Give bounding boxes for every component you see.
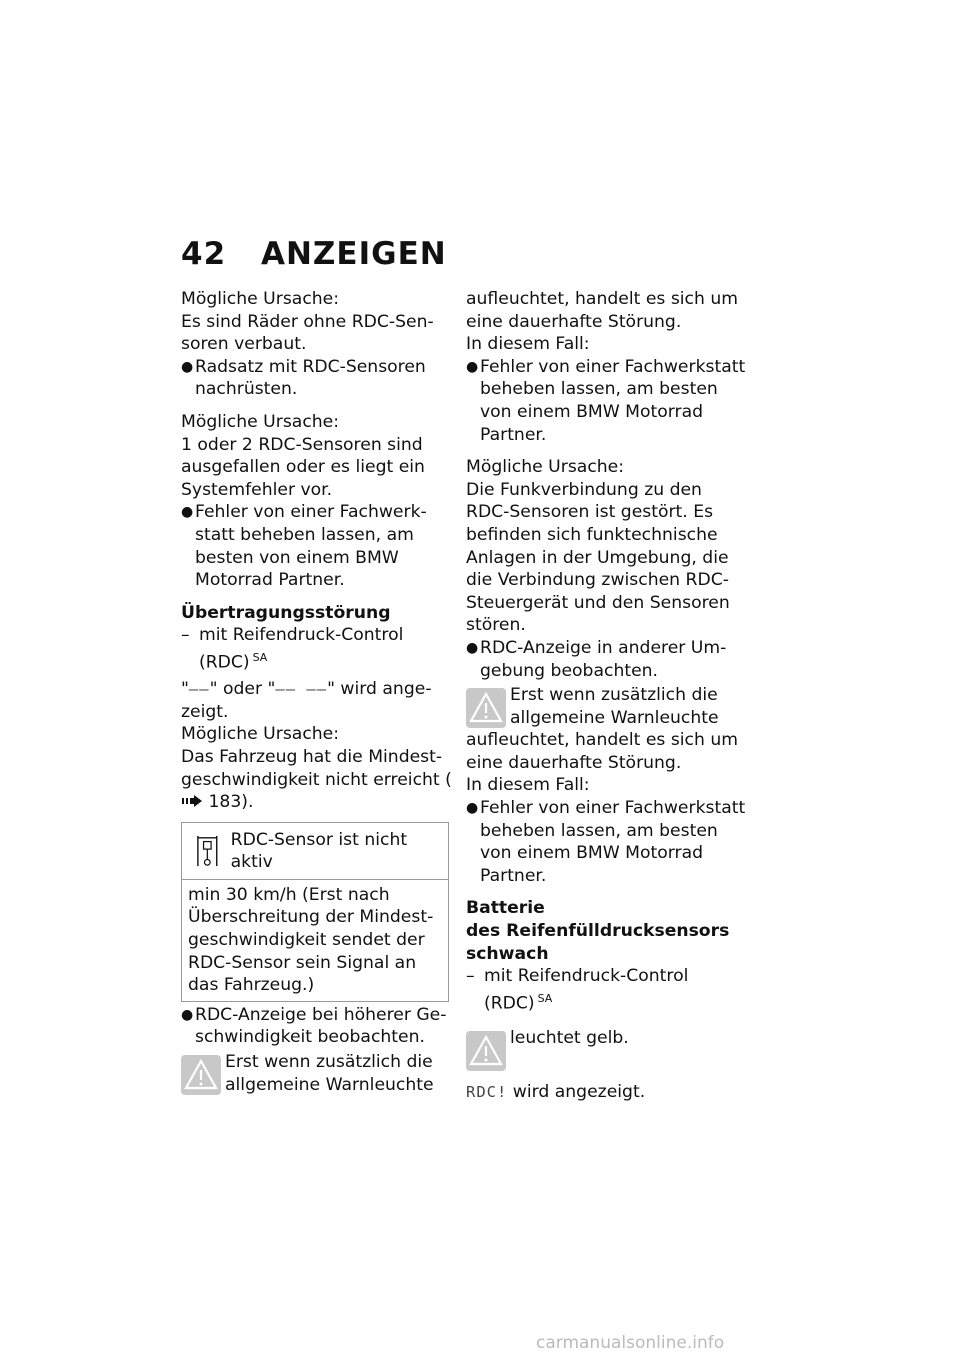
info-box: [181, 822, 449, 1002]
dash-text: mit Reifendruck-Control (RDC): [199, 625, 404, 673]
bullet-icon: ●: [466, 358, 479, 375]
warning-note: [466, 1027, 746, 1071]
bullet-text: Fehler von einer Fachwerkstatt beheben lassen, am besten von einem BMW Motorrad Partner.: [480, 356, 746, 445]
warning-icon: [466, 688, 506, 728]
bullet-icon: ●: [181, 504, 194, 521]
cause-label: Mögliche Ursache:: [181, 724, 340, 745]
display-code: RDC!: [466, 1083, 508, 1102]
dash-text: mit Reifendruck-Control (RDC): [484, 966, 689, 1014]
dash-item: – mit Reifendruck-Control (RDC) $^{SA}$: [181, 625, 404, 673]
display-code: –– ––: [275, 680, 328, 699]
cause-label: Mögliche Ursache:: [181, 289, 340, 309]
warning-icon: [466, 1031, 506, 1071]
section-heading: schwach: [466, 943, 549, 964]
warning-text: Erst wenn zusätzlich die allgemeine Warnleuchte: [510, 685, 719, 728]
bullet-text: RDC-Anzeige bei höherer Geschwindigkeit beobachten.: [195, 1004, 447, 1048]
bullet-item: [181, 356, 453, 401]
bullet-icon: ●: [466, 800, 479, 817]
sa-superscript: SA: [537, 991, 553, 1005]
continued-text: aufleuchtet, handelt es sich um eine dauerhafte Störung.: [466, 289, 738, 332]
case-label: In diesem Fall:: [466, 334, 590, 355]
bullet-item: [181, 1004, 453, 1049]
cause-text: Das Fahrzeug hat die Mindestgeschwindigkeit nicht erreicht ( 183).: [181, 747, 452, 813]
warning-text: Erst wenn zusätzlich die allgemeine Warnleuchte: [225, 1051, 434, 1095]
bullet-text: Fehler von einer Fachwerkstatt beheben lassen, am besten von einem BMW Motorrad Partner.: [195, 502, 427, 591]
warning-text: leuchtet gelb.: [510, 1028, 629, 1049]
tire-sensor-icon: [196, 833, 219, 869]
cause-text: Die Funkverbindung zu den RDC-Sensoren ist gestört. Es befinden sich funktechnische Anlagen in der Umgebung, die die Verbindung zwischen RDC-Steuergerät und den Sensoren stören.: [466, 479, 730, 636]
display-text: "––" oder "–– ––" wird angezeigt.: [181, 679, 432, 722]
bullet-item: [466, 797, 746, 887]
cause-text: 1 oder 2 RDC-Sensoren sind ausgefallen oder es liegt ein Systemfehler vor.: [181, 434, 425, 500]
info-box-header: [182, 823, 448, 880]
bullet-item: [466, 637, 746, 682]
cause-label: Mögliche Ursache:: [466, 457, 625, 478]
right-column: [466, 288, 746, 1104]
left-column: [181, 288, 453, 1096]
bullet-icon: ●: [181, 1006, 194, 1023]
chapter-title: ANZEIGEN: [261, 236, 447, 272]
watermark: carmanualsonline.info: [536, 1333, 725, 1353]
display-code: ––: [188, 680, 210, 699]
bullet-text: Radsatz mit RDC-Sensoren nachrüsten.: [195, 356, 426, 400]
bullet-text: Fehler von einer Fachwerkstatt beheben lassen, am besten von einem BMW Motorrad Partner.: [480, 798, 746, 886]
bullet-text: RDC-Anzeige in anderer Umgebung beobachten.: [480, 637, 727, 681]
warning-note: [466, 684, 746, 729]
bullet-item: [181, 501, 453, 591]
page-reference-icon: [181, 795, 203, 807]
bullet-icon: ●: [466, 639, 479, 656]
case-label: In diesem Fall:: [466, 775, 590, 796]
dash-item: – mit Reifendruck-Control (RDC) $^{SA}$: [466, 966, 689, 1014]
warning-icon: [181, 1055, 221, 1095]
bullet-icon: ●: [181, 358, 194, 375]
section-heading: Batterie: [466, 898, 545, 919]
warning-note: [181, 1051, 453, 1096]
cause-label: Mögliche Ursache:: [181, 411, 340, 432]
page-header: [181, 236, 447, 272]
display-text: RDC! wird angezeigt.: [466, 1082, 646, 1103]
page-number: 42: [181, 236, 227, 272]
section-heading: des Reifenfülldrucksensors: [466, 921, 730, 942]
continued-text: aufleuchtet, handelt es sich um eine dauerhafte Störung.: [466, 730, 738, 773]
info-box-title: RDC-Sensor ist nicht aktiv: [230, 829, 408, 873]
bullet-item: [466, 356, 746, 446]
section-heading: Übertragungsstörung: [181, 602, 391, 623]
cause-text: Es sind Räder ohne RDC-Sensoren verbaut.: [181, 311, 434, 355]
info-box-body: min 30 km/h (Erst nach Überschreitung der Mindestgeschwindigkeit sendet der RDC-Sensor sein Signal an das Fahrzeug.): [188, 884, 434, 996]
sa-superscript: SA: [252, 650, 268, 664]
